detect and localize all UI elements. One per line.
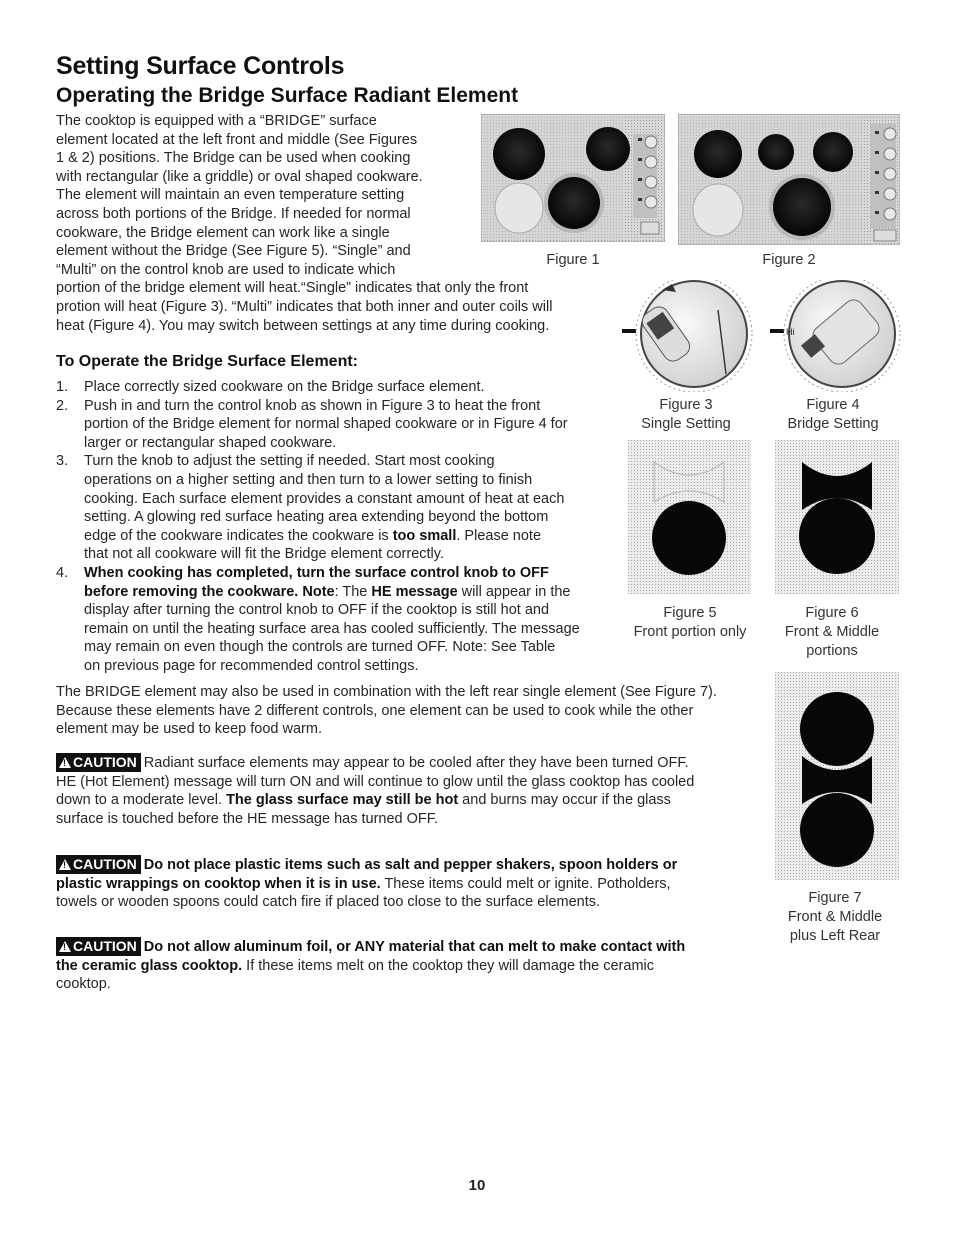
emphasis-text: the ceramic glass cooktop.: [56, 957, 243, 974]
step-item: [56, 452, 616, 564]
text-line: cookware, the Bridge element can work like a single: [56, 224, 390, 241]
figure-4-caption: [767, 396, 899, 434]
text-line: cooking. Each surface element provides a constant amount of heat at each: [84, 490, 565, 507]
text-line: towels or wooden spoons could catch fire if placed too close to the surface elements.: [56, 894, 601, 911]
figure-7-number: Figure 7: [808, 890, 862, 906]
text-line: portion of the bridge element will heat.“Single” indicates that only the front: [56, 280, 529, 297]
figure-4-number: Figure 4: [806, 397, 860, 413]
emphasis-text: before removing the cookware. Note: [84, 583, 335, 600]
figure-3-knob-image: [622, 280, 754, 392]
figure-2-cooktop-image: [678, 114, 900, 245]
caution-badge: [56, 753, 141, 772]
step-number: 2.: [56, 397, 69, 414]
figure-7-element-image: [775, 672, 899, 880]
text-line: The BRIDGE element may also be used in combination with the left rear single element (See Figure 7).: [56, 684, 717, 700]
combo-paragraph: [56, 683, 756, 739]
emphasis-text: When cooking has completed, turn the surface control knob to OFF: [84, 564, 549, 581]
text-run: down to a moderate level.: [56, 792, 227, 809]
caution-label: CAUTION: [73, 938, 137, 954]
text-line: 1 & 2) positions. The Bridge can be used when cooking: [56, 150, 411, 167]
text-line: [84, 583, 616, 602]
step-text: [84, 452, 616, 564]
page-title: Setting Surface Controls: [56, 52, 345, 80]
text-line: heat (Figure 4). You may switch between settings at any time during cooking.: [56, 317, 550, 334]
figure-7-label-2: plus Left Rear: [789, 928, 881, 944]
text-line: [84, 564, 616, 583]
caution-block-3: [56, 937, 766, 994]
figure-3-label: Single Setting: [641, 416, 731, 432]
figure-4-knob-image: [770, 280, 902, 392]
caution-label: CAUTION: [73, 856, 137, 872]
figure-6-caption: [770, 604, 894, 661]
text-line: [56, 875, 756, 894]
figure-3-number: Figure 3: [659, 397, 713, 413]
figure-4-label: Bridge Setting: [787, 416, 879, 432]
emphasis-text: HE message: [371, 583, 458, 600]
step-item: [56, 564, 616, 676]
text-line: [56, 855, 756, 875]
section-title: Operating the Bridge Surface Radiant Element: [56, 84, 519, 107]
emphasis-text: Do not allow aluminum foil, or ANY material that can melt to make contact with: [143, 939, 686, 955]
figure-6-label: Front & Middle: [784, 624, 880, 640]
figure-5-label: Front portion only: [633, 624, 747, 640]
text-line: “Multi” on the control knob are used to indicate which: [56, 261, 396, 278]
text-run: . Please note: [456, 527, 542, 544]
caution-block-1: [56, 753, 756, 828]
caution-badge: [56, 855, 141, 874]
text-run: These items could melt or ignite. Potholders,: [380, 875, 671, 892]
step-number: 1.: [56, 379, 69, 395]
text-line: setting. A glowing red surface heating area extending beyond the bottom: [84, 509, 549, 526]
text-line: with rectangular (like a griddle) or oval shaped cookware.: [56, 168, 423, 185]
text-line: [56, 791, 756, 810]
text-line: remain on until the heating surface area has cooled sufficiently. The message: [84, 620, 580, 637]
step-text: Place correctly sized cookware on the Bridge surface element.: [84, 379, 485, 395]
text-line: Because these elements have 2 different controls, one element can be used to cook while the other: [56, 702, 694, 719]
text-line: surface is touched before the HE message has turned OFF.: [56, 810, 439, 827]
text-line: on previous page for recommended control settings.: [84, 657, 419, 674]
text-line: portion of the Bridge element for normal shaped cookware or in Figure 4 for: [84, 416, 568, 433]
step-text: [84, 397, 616, 453]
step-number: 3.: [56, 453, 69, 470]
text-line: may remain on even though the controls are turned OFF. Note: See Table: [84, 639, 556, 656]
text-line: The element will maintain an even temperature setting: [56, 187, 405, 204]
figure-3-caption: [620, 396, 752, 434]
text-run: : The: [334, 583, 372, 600]
text-line: cooktop.: [56, 976, 111, 993]
figure-6-label-2: portions: [806, 643, 858, 659]
caution-label: CAUTION: [73, 754, 137, 770]
emphasis-text: The glass surface may still be hot: [226, 792, 459, 809]
text-line: element without the Bridge (See Figure 5). “Single” and: [56, 243, 411, 260]
text-line: protion will heat (Figure 3). “Multi” indicates that both inner and outer coils will: [56, 298, 553, 315]
text-line: The cooktop is equipped with a “BRIDGE” surface: [56, 113, 377, 129]
knob-hi-label: Hi: [786, 327, 795, 337]
figure-1-cooktop-image: [481, 114, 665, 242]
text-run: Radiant surface elements may appear to be cooled after they have been turned OFF.: [143, 755, 689, 771]
text-line: HE (Hot Element) message will turn ON and will continue to glow until the glass cooktop has cooled: [56, 773, 695, 790]
steps-list: [56, 378, 616, 676]
text-line: that not all cookware will fit the Bridge element correctly.: [84, 546, 444, 563]
steps-heading: To Operate the Bridge Surface Element:: [56, 353, 358, 370]
warning-icon: [59, 859, 71, 870]
page-number: 10: [468, 1177, 486, 1194]
figure-5-caption: [622, 604, 758, 642]
caution-badge: [56, 937, 141, 956]
text-run: and burns may occur if the glass: [458, 792, 671, 809]
text-line: display after turning the control knob to OFF if the cooktop is still hot and: [84, 602, 550, 619]
emphasis-text: too small: [392, 527, 457, 544]
warning-icon: [59, 757, 71, 768]
step-item: [56, 378, 616, 397]
warning-icon: [59, 941, 71, 952]
text-line: larger or rectangular shaped cookware.: [84, 434, 337, 451]
figure-6-element-image: [775, 440, 899, 594]
step-text: [84, 564, 616, 676]
text-line: element located at the left front and middle (See Figures: [56, 131, 418, 148]
text-run: edge of the cookware indicates the cookware is: [84, 527, 393, 544]
text-line: Turn the knob to adjust the setting if needed. Start most cooking: [84, 453, 495, 470]
figure-7-label: Front & Middle: [787, 909, 883, 925]
step-item: [56, 397, 616, 453]
figure-6-number: Figure 6: [805, 605, 859, 621]
text-run: will appear in the: [457, 583, 571, 600]
text-line: across both portions of the Bridge. If needed for normal: [56, 205, 411, 222]
text-line: operations on a higher setting and then turn to a lower setting to finish: [84, 471, 533, 488]
text-line: [56, 957, 766, 976]
step-number: 4.: [56, 564, 69, 581]
emphasis-text: Do not place plastic items such as salt and pepper shakers, spoon holders or: [143, 857, 678, 873]
figure-2-caption: Figure 2: [762, 252, 816, 268]
figure-5-element-image: [628, 440, 751, 594]
text-line: element may be used to keep food warm.: [56, 721, 322, 738]
text-line: Push in and turn the control knob as shown in Figure 3 to heat the front: [84, 397, 541, 414]
text-line: [84, 527, 616, 546]
text-line: [56, 937, 766, 957]
figure-1-caption: Figure 1: [546, 252, 600, 268]
figure-7-caption: [770, 889, 900, 946]
emphasis-text: plastic wrappings on cooktop when it is in use.: [56, 875, 381, 892]
caution-block-2: [56, 855, 756, 912]
text-line: [56, 753, 756, 773]
figure-5-number: Figure 5: [663, 605, 717, 621]
text-run: If these items melt on the cooktop they will damage the ceramic: [242, 957, 654, 974]
